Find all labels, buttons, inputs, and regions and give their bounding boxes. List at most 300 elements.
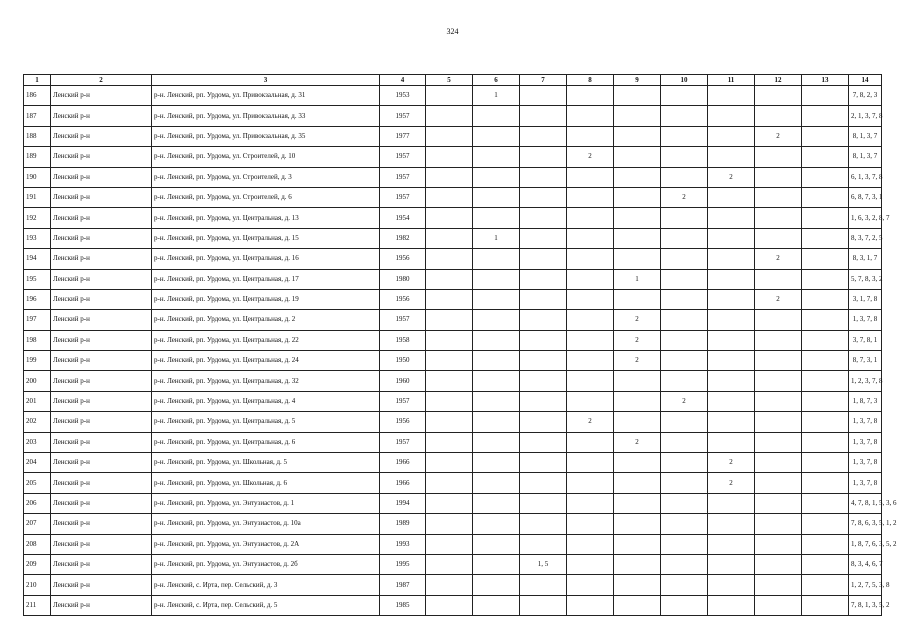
table-cell-col-14: 8, 3, 4, 6, 7 xyxy=(849,554,882,574)
table-cell-col-6 xyxy=(473,473,520,493)
table-cell-col-6: 1 xyxy=(473,86,520,106)
table-cell-col-9 xyxy=(614,86,661,106)
table-cell-col-8 xyxy=(567,187,614,207)
table-cell-col-12: 2 xyxy=(755,126,802,146)
table-cell-col-11 xyxy=(708,412,755,432)
table-cell-col-10 xyxy=(661,595,708,615)
table-cell-col-2: Ленский р-н xyxy=(51,473,152,493)
table-cell-col-9 xyxy=(614,412,661,432)
table-cell-col-2: Ленский р-н xyxy=(51,534,152,554)
table-cell-col-3: р-н. Ленский, рп. Урдома, ул. Привокзальная, д. 35 xyxy=(152,126,380,146)
table-cell-col-7 xyxy=(520,595,567,615)
table-cell-col-12 xyxy=(755,86,802,106)
table-cell-col-12 xyxy=(755,473,802,493)
table-cell-col-4: 1966 xyxy=(380,453,426,473)
table-cell-col-5 xyxy=(426,453,473,473)
table-cell-col-11 xyxy=(708,269,755,289)
table-cell-col-2: Ленский р-н xyxy=(51,249,152,269)
table-cell-col-5 xyxy=(426,249,473,269)
table-cell-col-14: 8, 1, 3, 7 xyxy=(849,147,882,167)
table-row xyxy=(24,453,882,473)
table-cell-col-12 xyxy=(755,391,802,411)
table-cell-col-2: Ленский р-н xyxy=(51,391,152,411)
table-cell-col-5 xyxy=(426,208,473,228)
table-cell-col-4: 1993 xyxy=(380,534,426,554)
table-cell-col-9: 2 xyxy=(614,432,661,452)
table-cell-col-10 xyxy=(661,473,708,493)
table-cell-col-13 xyxy=(802,412,849,432)
table-cell-col-10 xyxy=(661,493,708,513)
table-cell-col-4: 1957 xyxy=(380,310,426,330)
table-cell-col-11 xyxy=(708,187,755,207)
table-cell-col-1: 199 xyxy=(24,351,51,371)
table-cell-col-1: 210 xyxy=(24,575,51,595)
table-cell-col-4: 1957 xyxy=(380,432,426,452)
table-cell-col-2: Ленский р-н xyxy=(51,126,152,146)
table-cell-col-8 xyxy=(567,330,614,350)
table-cell-col-12 xyxy=(755,493,802,513)
table-cell-col-14: 1, 3, 7, 8 xyxy=(849,473,882,493)
table-cell-col-6 xyxy=(473,412,520,432)
table-body xyxy=(24,86,897,616)
table-cell-col-3: р-н. Ленский, рп. Урдома, ул. Энтузиастов, д. 1 xyxy=(152,493,380,513)
column-header-14: 14 xyxy=(849,75,882,86)
table-row xyxy=(24,473,882,493)
page-number: 324 xyxy=(446,27,459,36)
table-cell-col-9 xyxy=(614,167,661,187)
table-cell-col-6 xyxy=(473,351,520,371)
table-cell-col-13 xyxy=(802,534,849,554)
table-row xyxy=(24,432,882,452)
table-cell-col-8 xyxy=(567,228,614,248)
housing-registry-table xyxy=(23,74,897,616)
table-cell-col-11 xyxy=(708,432,755,452)
table-cell-col-10 xyxy=(661,167,708,187)
table-row xyxy=(24,289,882,309)
table-cell-col-14: 5, 7, 8, 3, 2 xyxy=(849,269,882,289)
table-cell-col-3: р-н. Ленский, рп. Урдома, ул. Центральная, д. 17 xyxy=(152,269,380,289)
table-cell-col-12 xyxy=(755,167,802,187)
table-cell-col-9 xyxy=(614,208,661,228)
table-row xyxy=(24,534,882,554)
table-cell-col-8: 2 xyxy=(567,147,614,167)
table-cell-col-7 xyxy=(520,514,567,534)
table-row xyxy=(24,310,882,330)
table-cell-col-5 xyxy=(426,575,473,595)
table-cell-col-2: Ленский р-н xyxy=(51,310,152,330)
table-cell-col-1: 194 xyxy=(24,249,51,269)
table-cell-col-9 xyxy=(614,371,661,391)
column-header-2: 2 xyxy=(51,75,152,86)
table-cell-col-5 xyxy=(426,289,473,309)
table-cell-col-4: 1957 xyxy=(380,147,426,167)
table-cell-col-14: 8, 1, 3, 7 xyxy=(849,126,882,146)
table-cell-col-1: 191 xyxy=(24,187,51,207)
table-cell-col-14: 1, 3, 7, 8 xyxy=(849,432,882,452)
table-cell-col-4: 1977 xyxy=(380,126,426,146)
table-cell-col-11 xyxy=(708,575,755,595)
table-cell-col-13 xyxy=(802,554,849,574)
table-cell-col-9: 2 xyxy=(614,330,661,350)
table-cell-col-3: р-н. Ленский, рп. Урдома, ул. Энтузиастов, д. 10а xyxy=(152,514,380,534)
table-cell-col-2: Ленский р-н xyxy=(51,187,152,207)
table-cell-col-1: 201 xyxy=(24,391,51,411)
column-header-12: 12 xyxy=(755,75,802,86)
table-cell-col-13 xyxy=(802,453,849,473)
table-cell-col-9 xyxy=(614,595,661,615)
table-cell-col-5 xyxy=(426,106,473,126)
table-cell-col-2: Ленский р-н xyxy=(51,147,152,167)
table-cell-col-6 xyxy=(473,534,520,554)
table-cell-col-5 xyxy=(426,126,473,146)
table-cell-col-14: 1, 3, 7, 8 xyxy=(849,453,882,473)
table-row xyxy=(24,147,882,167)
table-cell-col-11 xyxy=(708,554,755,574)
table-cell-col-4: 1950 xyxy=(380,351,426,371)
table-cell-col-11 xyxy=(708,330,755,350)
table-cell-col-8 xyxy=(567,249,614,269)
table-cell-col-3: р-н. Ленский, рп. Урдома, ул. Центральная, д. 13 xyxy=(152,208,380,228)
table-cell-col-2: Ленский р-н xyxy=(51,554,152,574)
table-cell-col-3: р-н. Ленский, с. Ирта, пер. Сельский, д. 3 xyxy=(152,575,380,595)
table-cell-col-1: 198 xyxy=(24,330,51,350)
table-cell-col-11 xyxy=(708,514,755,534)
table-cell-col-10 xyxy=(661,351,708,371)
column-header-3: 3 xyxy=(152,75,380,86)
table-cell-col-6 xyxy=(473,289,520,309)
table-cell-col-6 xyxy=(473,554,520,574)
table-cell-col-2: Ленский р-н xyxy=(51,167,152,187)
table-cell-col-14: 8, 3, 1, 7 xyxy=(849,249,882,269)
column-header-5: 5 xyxy=(426,75,473,86)
column-header-10: 10 xyxy=(661,75,708,86)
table-cell-col-14: 1, 6, 3, 2, 8, 7 xyxy=(849,208,882,228)
table-cell-col-9 xyxy=(614,514,661,534)
table-cell-col-7 xyxy=(520,126,567,146)
table-cell-col-5 xyxy=(426,269,473,289)
column-header-7: 7 xyxy=(520,75,567,86)
table-cell-col-10 xyxy=(661,228,708,248)
table-cell-col-3: р-н. Ленский, рп. Урдома, ул. Центральная, д. 4 xyxy=(152,391,380,411)
table-cell-col-10 xyxy=(661,126,708,146)
table-cell-col-5 xyxy=(426,514,473,534)
table-cell-col-9: 2 xyxy=(614,351,661,371)
table-cell-col-2: Ленский р-н xyxy=(51,228,152,248)
table-cell-col-3: р-н. Ленский, рп. Урдома, ул. Привокзальная, д. 31 xyxy=(152,86,380,106)
table-cell-col-1: 207 xyxy=(24,514,51,534)
table-cell-col-1: 204 xyxy=(24,453,51,473)
table-cell-col-3: р-н. Ленский, рп. Урдома, ул. Центральная, д. 16 xyxy=(152,249,380,269)
table-cell-col-3: р-н. Ленский, рп. Урдома, ул. Центральная, д. 32 xyxy=(152,371,380,391)
table-cell-col-10 xyxy=(661,514,708,534)
table-cell-col-4: 1957 xyxy=(380,106,426,126)
table-cell-col-13 xyxy=(802,432,849,452)
table-cell-col-12: 2 xyxy=(755,249,802,269)
table-cell-col-8 xyxy=(567,514,614,534)
table-cell-col-13 xyxy=(802,351,849,371)
table-cell-col-5 xyxy=(426,147,473,167)
table-cell-col-3: р-н. Ленский, рп. Урдома, ул. Энтузиастов, д. 2б xyxy=(152,554,380,574)
table-cell-col-11 xyxy=(708,86,755,106)
table-cell-col-3: р-н. Ленский, рп. Урдома, ул. Центральная, д. 15 xyxy=(152,228,380,248)
table-cell-col-9 xyxy=(614,228,661,248)
table-cell-col-6 xyxy=(473,147,520,167)
table-cell-col-6 xyxy=(473,371,520,391)
table-cell-col-5 xyxy=(426,432,473,452)
table-cell-col-4: 1960 xyxy=(380,371,426,391)
table-cell-col-12 xyxy=(755,432,802,452)
table-cell-col-5 xyxy=(426,595,473,615)
table-cell-col-2: Ленский р-н xyxy=(51,453,152,473)
table-cell-col-12 xyxy=(755,575,802,595)
table-cell-col-6 xyxy=(473,126,520,146)
table-cell-col-5 xyxy=(426,412,473,432)
table-cell-col-1: 195 xyxy=(24,269,51,289)
table-cell-col-6 xyxy=(473,391,520,411)
table-cell-col-13 xyxy=(802,167,849,187)
table-cell-col-7 xyxy=(520,351,567,371)
table-cell-col-9: 1 xyxy=(614,269,661,289)
table-cell-col-1: 206 xyxy=(24,493,51,513)
table-cell-col-11 xyxy=(708,493,755,513)
table-cell-col-14: 3, 7, 8, 1 xyxy=(849,330,882,350)
table-cell-col-7 xyxy=(520,473,567,493)
table-cell-col-1: 192 xyxy=(24,208,51,228)
table-cell-col-5 xyxy=(426,167,473,187)
table-cell-col-11 xyxy=(708,351,755,371)
table-cell-col-9 xyxy=(614,534,661,554)
table-cell-col-4: 1995 xyxy=(380,554,426,574)
table-cell-col-7 xyxy=(520,330,567,350)
table-cell-col-7 xyxy=(520,167,567,187)
table-cell-col-1: 190 xyxy=(24,167,51,187)
table-cell-col-8 xyxy=(567,575,614,595)
table-cell-col-10 xyxy=(661,269,708,289)
table-cell-col-12 xyxy=(755,330,802,350)
table-cell-col-14: 6, 8, 7, 3, 1 xyxy=(849,187,882,207)
table-cell-col-12 xyxy=(755,534,802,554)
table-row xyxy=(24,269,882,289)
table-cell-col-13 xyxy=(802,187,849,207)
table-row xyxy=(24,412,882,432)
column-header-6: 6 xyxy=(473,75,520,86)
table-cell-col-4: 1956 xyxy=(380,412,426,432)
table-cell-col-10: 2 xyxy=(661,391,708,411)
table-cell-col-9 xyxy=(614,126,661,146)
table-cell-col-6 xyxy=(473,493,520,513)
table-cell-col-11 xyxy=(708,534,755,554)
table-cell-col-4: 1956 xyxy=(380,289,426,309)
table-cell-col-11 xyxy=(708,371,755,391)
table-cell-col-1: 186 xyxy=(24,86,51,106)
table-cell-col-1: 211 xyxy=(24,595,51,615)
table-cell-col-2: Ленский р-н xyxy=(51,371,152,391)
table-row xyxy=(24,228,882,248)
table-cell-col-4: 1958 xyxy=(380,330,426,350)
column-header-9: 9 xyxy=(614,75,661,86)
table-cell-col-1: 208 xyxy=(24,534,51,554)
table-cell-col-11: 2 xyxy=(708,473,755,493)
table-cell-col-10 xyxy=(661,249,708,269)
table-cell-col-10 xyxy=(661,289,708,309)
table-cell-col-8 xyxy=(567,106,614,126)
table-cell-col-1: 197 xyxy=(24,310,51,330)
table-cell-col-10 xyxy=(661,310,708,330)
table-cell-col-12 xyxy=(755,208,802,228)
table-cell-col-12 xyxy=(755,453,802,473)
table-cell-col-2: Ленский р-н xyxy=(51,330,152,350)
table-cell-col-5 xyxy=(426,391,473,411)
table-cell-col-9 xyxy=(614,391,661,411)
table-row xyxy=(24,554,882,574)
table-cell-col-8 xyxy=(567,595,614,615)
table-cell-col-9: 2 xyxy=(614,310,661,330)
table-cell-col-7 xyxy=(520,371,567,391)
table-cell-col-3: р-н. Ленский, рп. Урдома, ул. Центральная, д. 6 xyxy=(152,432,380,452)
table-cell-col-10 xyxy=(661,330,708,350)
table-cell-col-11 xyxy=(708,126,755,146)
table-cell-col-13 xyxy=(802,330,849,350)
table-cell-col-13 xyxy=(802,228,849,248)
table-cell-col-5 xyxy=(426,493,473,513)
table-cell-col-8 xyxy=(567,534,614,554)
table-cell-col-2: Ленский р-н xyxy=(51,351,152,371)
table-cell-col-4: 1957 xyxy=(380,187,426,207)
table-cell-col-6 xyxy=(473,208,520,228)
table-row xyxy=(24,126,882,146)
table-cell-col-8 xyxy=(567,289,614,309)
table-cell-col-4: 1994 xyxy=(380,493,426,513)
table-cell-col-1: 205 xyxy=(24,473,51,493)
table-cell-col-4: 1982 xyxy=(380,228,426,248)
table-cell-col-10 xyxy=(661,371,708,391)
table-cell-col-7 xyxy=(520,391,567,411)
table-cell-col-10 xyxy=(661,575,708,595)
table-cell-col-2: Ленский р-н xyxy=(51,86,152,106)
table-cell-col-1: 209 xyxy=(24,554,51,574)
table-cell-col-7: 1, 5 xyxy=(520,554,567,574)
table-cell-col-12 xyxy=(755,269,802,289)
table-cell-col-9 xyxy=(614,453,661,473)
table-cell-col-12 xyxy=(755,228,802,248)
table-cell-col-13 xyxy=(802,310,849,330)
table-cell-col-14: 1, 3, 7, 8 xyxy=(849,412,882,432)
table-cell-col-8 xyxy=(567,351,614,371)
table-cell-col-7 xyxy=(520,269,567,289)
table-cell-col-8 xyxy=(567,453,614,473)
table-cell-col-10 xyxy=(661,534,708,554)
table-cell-col-13 xyxy=(802,575,849,595)
table-row xyxy=(24,371,882,391)
table-row xyxy=(24,86,882,106)
table-cell-col-7 xyxy=(520,208,567,228)
table-cell-col-8 xyxy=(567,391,614,411)
table-cell-col-14: 1, 3, 7, 8 xyxy=(849,310,882,330)
table-row xyxy=(24,493,882,513)
table-cell-col-5 xyxy=(426,473,473,493)
column-header-8: 8 xyxy=(567,75,614,86)
table-cell-col-7 xyxy=(520,106,567,126)
table-cell-col-6 xyxy=(473,575,520,595)
table-cell-col-12 xyxy=(755,147,802,167)
table-cell-col-8 xyxy=(567,554,614,574)
table-cell-col-3: р-н. Ленский, рп. Урдома, ул. Школьная, д. 5 xyxy=(152,453,380,473)
table-cell-col-3: р-н. Ленский, рп. Урдома, ул. Строителей, д. 3 xyxy=(152,167,380,187)
table-cell-col-13 xyxy=(802,106,849,126)
table-cell-col-3: р-н. Ленский, рп. Урдома, ул. Энтузиастов, д. 2А xyxy=(152,534,380,554)
table-cell-col-12 xyxy=(755,371,802,391)
table-cell-col-12 xyxy=(755,310,802,330)
table-cell-col-14: 7, 8, 2, 3 xyxy=(849,86,882,106)
table-cell-col-14: 8, 3, 7, 2, 5 xyxy=(849,228,882,248)
table-cell-col-1: 193 xyxy=(24,228,51,248)
table-cell-col-12 xyxy=(755,187,802,207)
table-cell-col-11 xyxy=(708,106,755,126)
table-cell-col-2: Ленский р-н xyxy=(51,514,152,534)
table-cell-col-6 xyxy=(473,269,520,289)
table-cell-col-14: 6, 1, 3, 7, 8 xyxy=(849,167,882,187)
table-cell-col-2: Ленский р-н xyxy=(51,412,152,432)
table-cell-col-10: 2 xyxy=(661,187,708,207)
table-cell-col-2: Ленский р-н xyxy=(51,106,152,126)
table-cell-col-6 xyxy=(473,595,520,615)
table-cell-col-10 xyxy=(661,554,708,574)
table-cell-col-1: 189 xyxy=(24,147,51,167)
table-cell-col-7 xyxy=(520,249,567,269)
table-cell-col-5 xyxy=(426,554,473,574)
table-cell-col-6 xyxy=(473,514,520,534)
table-cell-col-7 xyxy=(520,147,567,167)
table-cell-col-14: 1, 2, 3, 7, 8 xyxy=(849,371,882,391)
table-cell-col-12 xyxy=(755,106,802,126)
table-cell-col-9 xyxy=(614,473,661,493)
table-cell-col-5 xyxy=(426,187,473,207)
table-cell-col-12 xyxy=(755,595,802,615)
table-cell-col-6 xyxy=(473,249,520,269)
table-cell-col-2: Ленский р-н xyxy=(51,575,152,595)
table-cell-col-12 xyxy=(755,514,802,534)
table-cell-col-14: 2, 1, 3, 7, 8 xyxy=(849,106,882,126)
table-cell-col-3: р-н. Ленский, рп. Урдома, ул. Строителей, д. 6 xyxy=(152,187,380,207)
table-cell-col-7 xyxy=(520,453,567,473)
table-cell-col-3: р-н. Ленский, рп. Урдома, ул. Центральная, д. 24 xyxy=(152,351,380,371)
table-cell-col-10 xyxy=(661,432,708,452)
table-cell-col-13 xyxy=(802,126,849,146)
table-cell-col-11 xyxy=(708,228,755,248)
table-cell-col-13 xyxy=(802,493,849,513)
table-row xyxy=(24,208,882,228)
table-cell-col-5 xyxy=(426,534,473,554)
table-cell-col-11 xyxy=(708,208,755,228)
table-cell-col-11: 2 xyxy=(708,167,755,187)
table-cell-col-8 xyxy=(567,371,614,391)
table-cell-col-12 xyxy=(755,554,802,574)
table-cell-col-4: 1956 xyxy=(380,249,426,269)
table-cell-col-7 xyxy=(520,412,567,432)
table-row xyxy=(24,249,882,269)
table-cell-col-7 xyxy=(520,228,567,248)
table-cell-col-5 xyxy=(426,228,473,248)
table-cell-col-14: 1, 2, 7, 5, 3, 8 xyxy=(849,575,882,595)
table-cell-col-1: 200 xyxy=(24,371,51,391)
table-header-row xyxy=(24,75,882,86)
table-cell-col-4: 1989 xyxy=(380,514,426,534)
table-cell-col-9 xyxy=(614,147,661,167)
table-cell-col-8 xyxy=(567,208,614,228)
table-cell-col-8: 2 xyxy=(567,412,614,432)
table-cell-col-13 xyxy=(802,147,849,167)
table-cell-col-13 xyxy=(802,289,849,309)
